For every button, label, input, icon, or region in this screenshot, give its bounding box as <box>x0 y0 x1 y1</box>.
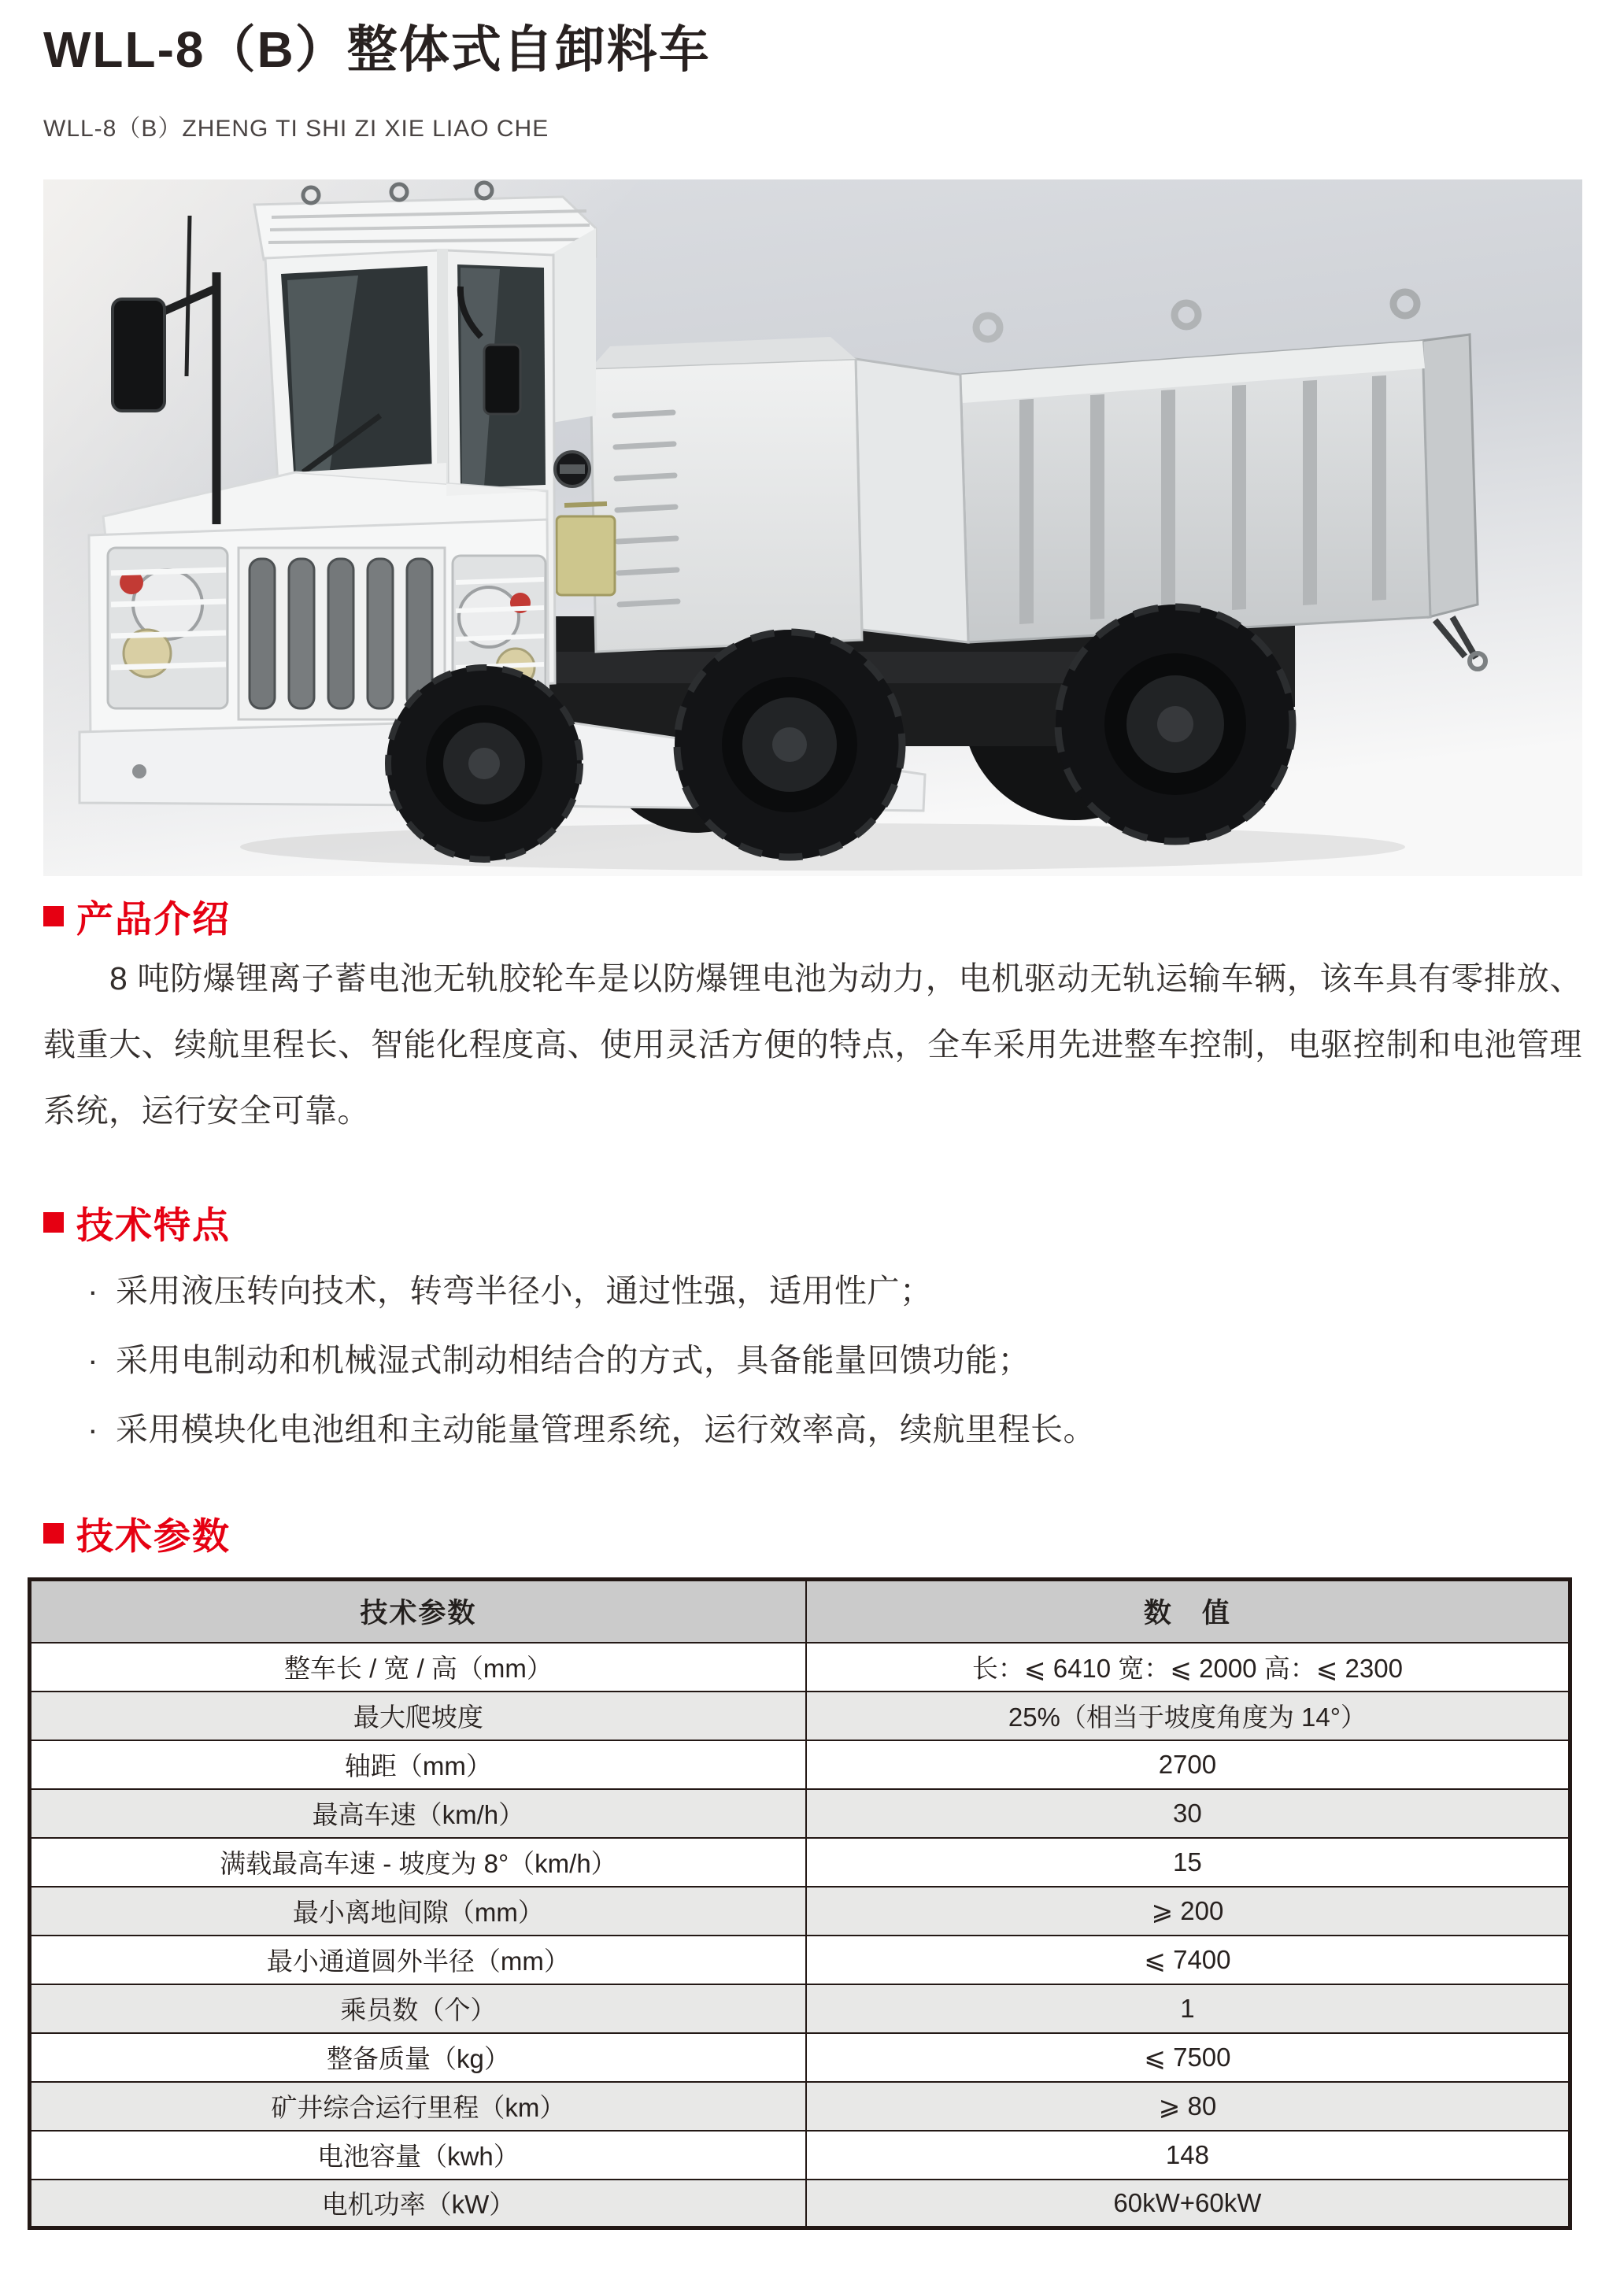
table-row <box>30 1936 1570 1984</box>
spec-name-cell: 整备质量（kg） <box>30 2033 806 2082</box>
feature-text: 采用液压转向技术，转弯半径小，通过性强，适用性广； <box>116 1273 933 1309</box>
wheel-middle <box>675 630 904 860</box>
table-header-row <box>30 1580 1570 1643</box>
product-image <box>43 179 1582 876</box>
table-row <box>30 1984 1570 2033</box>
spec-value-cell: 2700 <box>806 1740 1570 1789</box>
spec-name-cell: 整车长 / 宽 / 高（mm） <box>30 1643 806 1692</box>
feature-item <box>87 1256 1582 1326</box>
spec-name-cell: 最大爬坡度 <box>30 1692 806 1740</box>
intro-paragraph: 8 吨防爆锂离子蓄电池无轨胶轮车是以防爆锂电池为动力，电机驱动无轨运输车辆，该车具有零排放、载重大、续航里程长、智能化程度高、使用灵活方便的特点，全车采用先进整车控制，电驱控制和电池管理系统，运行安全可靠。 <box>43 960 1582 1129</box>
bullet-char: · <box>87 1411 99 1448</box>
col-header-parameter: 技术参数 <box>30 1580 806 1643</box>
spec-value-cell: 15 <box>806 1838 1570 1887</box>
wheel-rear <box>1056 605 1295 844</box>
table-row <box>30 1740 1570 1789</box>
headlight-left <box>108 548 228 708</box>
table-row <box>30 2180 1570 2228</box>
feature-item <box>87 1395 1582 1464</box>
table-row <box>30 2033 1570 2082</box>
spec-name-cell: 轴距（mm） <box>30 1740 806 1789</box>
table-row <box>30 2082 1570 2131</box>
spec-value-cell: 60kW+60kW <box>806 2180 1570 2228</box>
feature-text: 采用电制动和机械湿式制动相结合的方式，具备能量回馈功能； <box>116 1342 1030 1378</box>
page-title: WLL-8（B）整体式自卸料车 <box>43 21 711 78</box>
spec-value-cell: 148 <box>806 2131 1570 2180</box>
spec-table <box>28 1577 1572 2230</box>
wheel-front <box>387 666 582 861</box>
red-square-bullet <box>43 906 64 926</box>
spec-value-cell: 1 <box>806 1984 1570 2033</box>
page-subtitle-pinyin: WLL-8（B）ZHENG TI SHI ZI XIE LIAO CHE <box>43 116 549 142</box>
spec-name-cell: 电池容量（kwh） <box>30 2131 806 2180</box>
truck-illustration <box>43 179 1582 876</box>
spec-name-cell: 满载最高车速 - 坡度为 8°（km/h） <box>30 1838 806 1887</box>
spec-value-cell: 长：⩽ 6410 宽：⩽ 2000 高：⩽ 2300 <box>806 1643 1570 1692</box>
col-header-value: 数 值 <box>806 1580 1570 1643</box>
red-square-bullet <box>43 1212 64 1233</box>
red-square-bullet <box>43 1523 64 1544</box>
table-row <box>30 1643 1570 1692</box>
junction-box <box>557 516 615 595</box>
section-features-title: 技术特点 <box>76 1204 231 1246</box>
spec-value-cell: 25%（相当于坡度角度为 14°） <box>806 1692 1570 1740</box>
section-intro-heading <box>43 893 1582 939</box>
table-row <box>30 1789 1570 1838</box>
table-row <box>30 2131 1570 2180</box>
battery-box <box>557 337 862 652</box>
feature-list <box>43 1256 1582 1464</box>
spec-value-cell: ⩾ 200 <box>806 1887 1570 1936</box>
feature-item <box>87 1326 1582 1395</box>
spec-value-cell: ⩽ 7400 <box>806 1936 1570 1984</box>
spec-name-cell: 乘员数（个） <box>30 1984 806 2033</box>
spec-name-cell: 电机功率（kW） <box>30 2180 806 2228</box>
spec-name-cell: 最小离地间隙（mm） <box>30 1887 806 1936</box>
bullet-char: · <box>87 1273 99 1309</box>
spec-name-cell: 最高车速（km/h） <box>30 1789 806 1838</box>
spec-value-cell: 30 <box>806 1789 1570 1838</box>
spec-name-cell: 矿井综合运行里程（km） <box>30 2082 806 2131</box>
spec-name-cell: 最小通道圆外半径（mm） <box>30 1936 806 1984</box>
feature-text: 采用模块化电池组和主动能量管理系统，运行效率高，续航里程长。 <box>116 1411 1096 1448</box>
section-features-heading <box>43 1200 1582 1245</box>
spec-value-cell: ⩾ 80 <box>806 2082 1570 2131</box>
table-row <box>30 1838 1570 1887</box>
table-row <box>30 1692 1570 1740</box>
section-specs-title: 技术参数 <box>76 1514 231 1557</box>
section-intro-title: 产品介绍 <box>76 897 231 940</box>
bullet-char: · <box>87 1342 99 1378</box>
table-row <box>30 1887 1570 1936</box>
spec-value-cell: ⩽ 7500 <box>806 2033 1570 2082</box>
section-specs-heading <box>43 1510 1582 1556</box>
